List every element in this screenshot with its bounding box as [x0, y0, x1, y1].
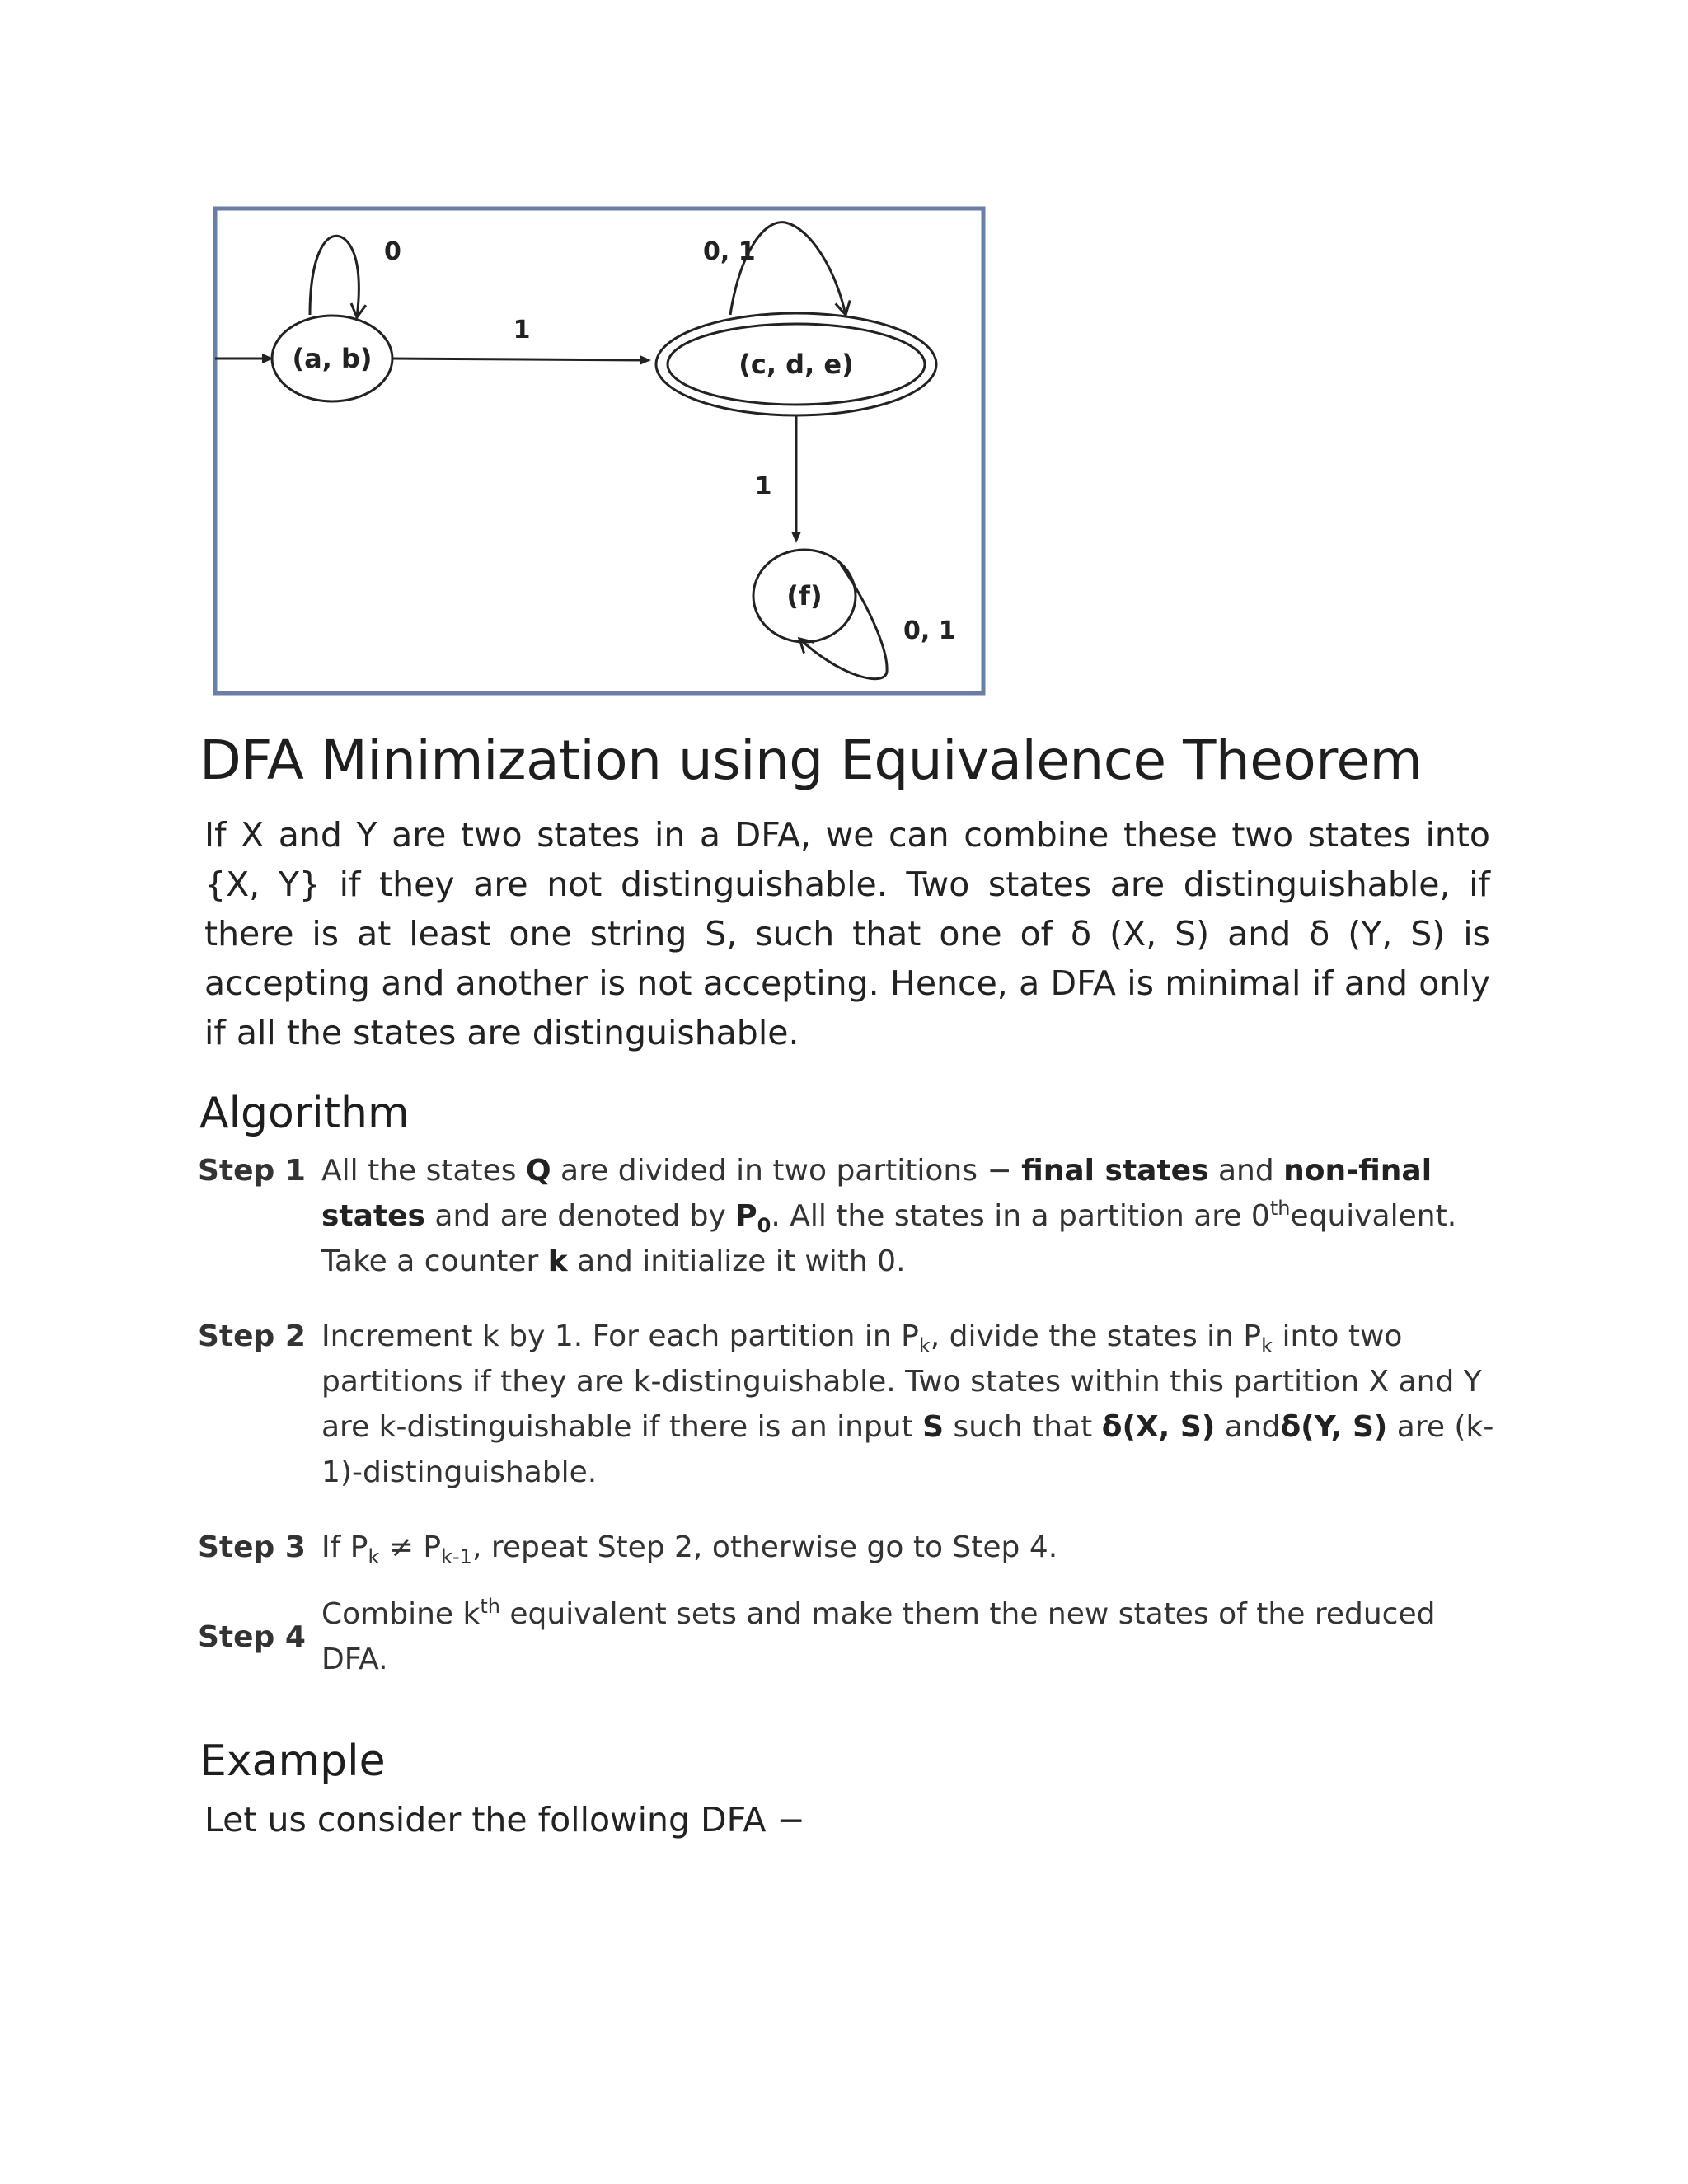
example-text: Let us consider the following DFA −	[204, 1800, 805, 1840]
page-title: DFA Minimization using Equivalence Theorem	[199, 729, 1423, 792]
step-text: Increment k by 1. For each partition in $P_k$, divide the states in $P_k$ into two partitions if they are k-distinguishable. Two states within this partition X and Y are k-distinguishable if there is an input S such that δ(X, S) andδ(Y, S) are (k-1)-distinguishable.	[321, 1319, 1494, 1489]
state-ab-label: (a, b)	[292, 343, 373, 374]
dfa-diagram	[213, 202, 987, 696]
step-row	[198, 1591, 1500, 1682]
step-label: Step 3	[198, 1530, 306, 1564]
figure-frame	[215, 209, 983, 693]
label-cde-loop: 0, 1	[703, 237, 756, 266]
step-row	[198, 1148, 1500, 1284]
step-row	[198, 1314, 1500, 1495]
intro-paragraph: If X and Y are two states in a DFA, we can combine these two states into {X, Y} if they are not distinguishable. Two states are distinguishable, if there is at least one string S, such that one of δ (X, S) and δ (Y, S) is accepting and another is not accepting. Hence, a DFA is minimal if and only if all the states are distinguishable.	[204, 815, 1490, 1052]
step-text: Combine $k^{th}$ equivalent sets and make them the new states of the reduced DFA.	[321, 1595, 1436, 1676]
algorithm-steps-table	[198, 1148, 1500, 1682]
step-text: All the states Q are divided in two partitions − final states and non-final states and are denoted by $P_0$. All the states in a partition are 0thequivalent. Take a counter k and initialize it with 0.	[321, 1154, 1457, 1278]
edge-ab-cde	[392, 359, 649, 360]
step-label: Step 2	[198, 1319, 306, 1353]
step-text: If $P_k \ne P_{k-1}$, repeat Step 2, otherwise go to Step 4.	[321, 1530, 1058, 1569]
algorithm-heading: Algorithm	[199, 1089, 410, 1138]
state-cde-label: (c, d, e)	[738, 349, 854, 380]
step-label: Step 4	[198, 1619, 306, 1654]
label-f-loop: 0, 1	[903, 616, 956, 645]
label-ab-to-cde: 1	[513, 316, 531, 344]
state-f-label: (f)	[786, 580, 823, 612]
step-label: Step 1	[198, 1154, 306, 1188]
label-ab-loop: 0	[384, 237, 401, 266]
example-heading: Example	[199, 1736, 386, 1786]
step-row	[198, 1525, 1500, 1570]
label-cde-to-f: 1	[754, 472, 772, 501]
